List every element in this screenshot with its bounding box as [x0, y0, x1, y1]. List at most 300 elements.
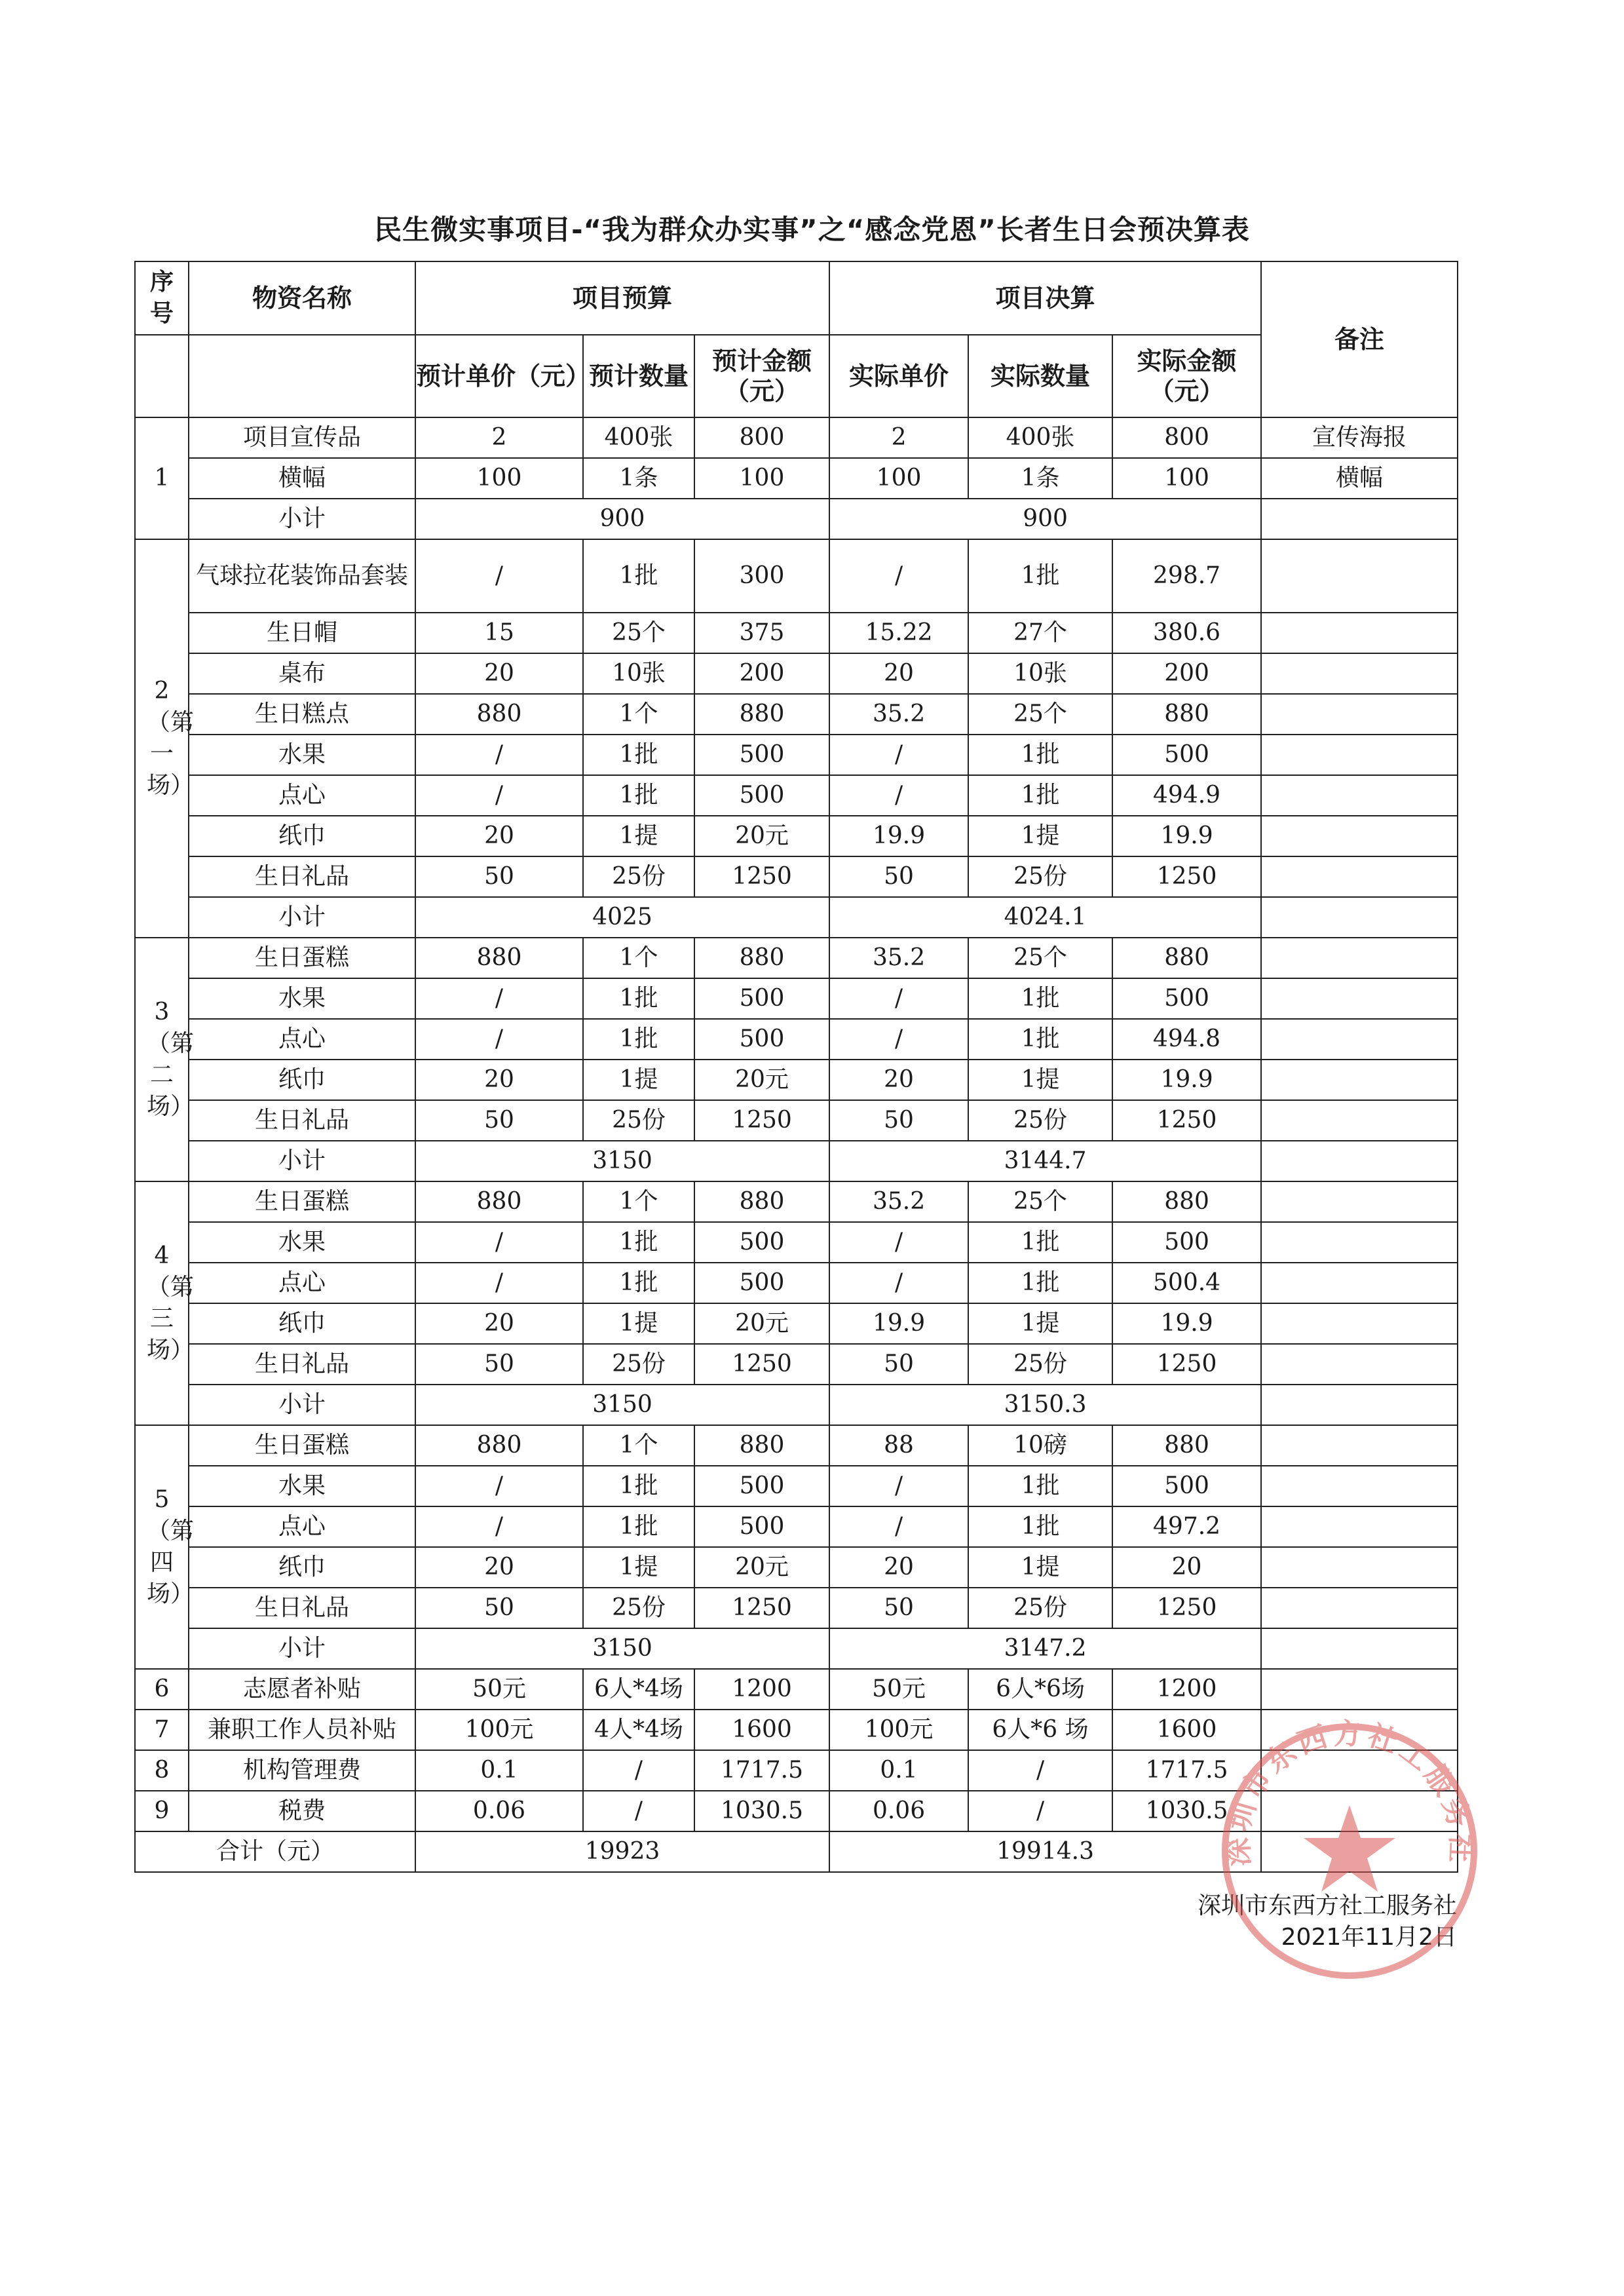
subtotal-remark — [1261, 499, 1458, 539]
cell-est-amount: 1250 — [694, 1344, 829, 1385]
subtotal-row — [135, 1628, 1458, 1669]
cell-remark — [1261, 694, 1458, 735]
table-row — [135, 1100, 1458, 1141]
cell-est-qty: 1批 — [583, 1506, 694, 1547]
cell-item-name: 生日帽 — [189, 613, 415, 653]
cell-act-amount: 1030.5 — [1112, 1791, 1261, 1831]
subtotal-row — [135, 897, 1458, 938]
table-row — [135, 1425, 1458, 1466]
table-row — [135, 417, 1458, 458]
cell-est-price: 20 — [415, 653, 583, 694]
cell-act-amount: 494.9 — [1112, 775, 1261, 816]
cell-remark — [1261, 1263, 1458, 1303]
cell-est-amount: 880 — [694, 694, 829, 735]
cell-act-price: / — [829, 775, 968, 816]
subtotal-actual: 4024.1 — [829, 897, 1261, 938]
cell-act-price: 50 — [829, 856, 968, 897]
cell-est-qty: 25个 — [583, 613, 694, 653]
cell-est-price: / — [415, 1466, 583, 1506]
cell-act-amount: 100 — [1112, 458, 1261, 499]
cell-seq — [135, 417, 189, 539]
cell-act-price: 100 — [829, 458, 968, 499]
cell-act-price: 19.9 — [829, 1303, 968, 1344]
cell-remark: 横幅 — [1261, 458, 1458, 499]
subtotal-budget: 3150 — [415, 1385, 829, 1425]
cell-est-amount: 880 — [694, 1181, 829, 1222]
cell-remark — [1261, 1181, 1458, 1222]
cell-remark — [1261, 613, 1458, 653]
cell-est-price: 880 — [415, 694, 583, 735]
cell-est-amount: 880 — [694, 1425, 829, 1466]
cell-est-qty: 400张 — [583, 417, 694, 458]
cell-est-qty: 25份 — [583, 1588, 694, 1628]
cell-act-qty: 25个 — [968, 694, 1112, 735]
cell-est-price: / — [415, 978, 583, 1019]
cell-remark — [1261, 1100, 1458, 1141]
cell-est-price: 50 — [415, 1588, 583, 1628]
star-icon — [1304, 1805, 1395, 1892]
cell-act-qty: 6人*6场 — [968, 1669, 1112, 1710]
cell-est-amount: 500 — [694, 1466, 829, 1506]
table-row — [135, 1506, 1458, 1547]
cell-act-amount: 500 — [1112, 1222, 1261, 1263]
cell-act-qty: 1批 — [968, 978, 1112, 1019]
cell-est-amount: 1717.5 — [694, 1750, 829, 1791]
cell-item-name: 志愿者补贴 — [189, 1669, 415, 1710]
cell-est-amount: 1200 — [694, 1669, 829, 1710]
cell-act-qty: 1提 — [968, 1303, 1112, 1344]
cell-act-amount: 500 — [1112, 1466, 1261, 1506]
cell-est-qty: / — [583, 1791, 694, 1831]
cell-seq — [135, 938, 195, 1181]
cell-act-amount: 298.7 — [1112, 539, 1261, 613]
cell-act-price: 0.1 — [829, 1750, 968, 1791]
total-actual: 19914.3 — [829, 1831, 1261, 1872]
cell-act-price: / — [829, 1506, 968, 1547]
cell-est-qty: 1个 — [583, 938, 694, 978]
cell-est-price: / — [415, 1506, 583, 1547]
cell-item-name: 纸巾 — [189, 1060, 415, 1100]
cell-act-qty: 25份 — [968, 1588, 1112, 1628]
cell-act-price: / — [829, 1222, 968, 1263]
cell-remark — [1261, 1222, 1458, 1263]
cell-item-name: 兼职工作人员补贴 — [189, 1710, 415, 1750]
table-row — [135, 1263, 1458, 1303]
cell-est-price: / — [415, 735, 583, 775]
cell-est-price: 50 — [415, 856, 583, 897]
cell-act-price: / — [829, 1019, 968, 1060]
cell-item-name: 横幅 — [189, 458, 415, 499]
cell-est-price: 100元 — [415, 1710, 583, 1750]
cell-remark — [1261, 856, 1458, 897]
budget-table — [134, 261, 1458, 1873]
cell-act-amount: 500.4 — [1112, 1263, 1261, 1303]
cell-est-qty: 1批 — [583, 1263, 694, 1303]
cell-act-price: / — [829, 1263, 968, 1303]
cell-act-amount: 880 — [1112, 938, 1261, 978]
table-row — [135, 1588, 1458, 1628]
cell-remark — [1261, 1547, 1458, 1588]
cell-est-amount: 20元 — [694, 816, 829, 856]
table-row — [135, 775, 1458, 816]
cell-est-qty: 1提 — [583, 1060, 694, 1100]
table-row — [135, 1060, 1458, 1100]
cell-remark — [1261, 1344, 1458, 1385]
cell-act-qty: 1批 — [968, 735, 1112, 775]
cell-remark — [1261, 1060, 1458, 1100]
cell-item-name: 水果 — [189, 1466, 415, 1506]
subtotal-row — [135, 1141, 1458, 1181]
cell-est-amount: 1600 — [694, 1710, 829, 1750]
cell-act-price: 20 — [829, 653, 968, 694]
table-row — [135, 1547, 1458, 1588]
cell-est-price: 20 — [415, 1060, 583, 1100]
cell-est-qty: 1批 — [583, 1019, 694, 1060]
subtotal-budget: 900 — [415, 499, 829, 539]
table-row — [135, 539, 1458, 613]
table-row — [135, 856, 1458, 897]
cell-item-name: 点心 — [189, 1263, 415, 1303]
cell-est-qty: 1个 — [583, 1181, 694, 1222]
cell-item-name: 项目宣传品 — [189, 417, 415, 458]
table-row — [135, 938, 1458, 978]
cell-act-amount: 494.8 — [1112, 1019, 1261, 1060]
cell-act-qty: 1提 — [968, 816, 1112, 856]
cell-act-qty: 1提 — [968, 1060, 1112, 1100]
cell-item-name: 税费 — [189, 1791, 415, 1831]
cell-est-amount: 500 — [694, 1506, 829, 1547]
cell-item-name: 水果 — [189, 978, 415, 1019]
cell-act-amount: 380.6 — [1112, 613, 1261, 653]
cell-act-qty: 1条 — [968, 458, 1112, 499]
header-act-qty: 实际数量 — [968, 335, 1112, 417]
header-item-blank — [189, 335, 415, 417]
document-title: 民生微实事项目-“我为群众办实事”之“感念党恩”长者生日会预决算表 — [374, 214, 1250, 246]
cell-act-price: / — [829, 539, 968, 613]
cell-act-qty: 1批 — [968, 1506, 1112, 1547]
cell-act-amount: 1717.5 — [1112, 1750, 1261, 1791]
cell-est-price: 15 — [415, 613, 583, 653]
cell-item-name: 生日礼品 — [189, 1100, 415, 1141]
cell-seq: 7 — [135, 1710, 189, 1750]
cell-est-price: / — [415, 1019, 583, 1060]
cell-est-amount: 500 — [694, 1222, 829, 1263]
table-row — [135, 1222, 1458, 1263]
subtotal-label: 小计 — [189, 499, 415, 539]
cell-remark — [1261, 938, 1458, 978]
cell-act-qty: 25份 — [968, 1344, 1112, 1385]
cell-est-qty: 1个 — [583, 1425, 694, 1466]
header-item: 物资名称 — [189, 261, 415, 335]
cell-est-amount: 1030.5 — [694, 1791, 829, 1831]
header-seq: 序号 — [135, 261, 189, 335]
header-act-price: 实际单价 — [829, 335, 968, 417]
cell-act-qty: 1批 — [968, 1222, 1112, 1263]
cell-act-amount: 500 — [1112, 735, 1261, 775]
subtotal-budget: 4025 — [415, 897, 829, 938]
subtotal-remark — [1261, 897, 1458, 938]
cell-est-price: 20 — [415, 816, 583, 856]
total-label: 合计（元） — [135, 1831, 415, 1872]
cell-act-qty: 1批 — [968, 1466, 1112, 1506]
table-row — [135, 653, 1458, 694]
subtotal-label: 小计 — [189, 897, 415, 938]
cell-act-qty: 10磅 — [968, 1425, 1112, 1466]
cell-est-amount: 1250 — [694, 1588, 829, 1628]
table-row — [135, 1669, 1458, 1710]
cell-act-amount: 497.2 — [1112, 1506, 1261, 1547]
cell-est-amount: 800 — [694, 417, 829, 458]
cell-seq — [135, 1425, 195, 1669]
cell-act-amount: 880 — [1112, 694, 1261, 735]
cell-act-price: 50元 — [829, 1669, 968, 1710]
cell-est-qty: 10张 — [583, 653, 694, 694]
cell-item-name: 点心 — [189, 775, 415, 816]
subtotal-actual: 3150.3 — [829, 1385, 1261, 1425]
cell-est-amount: 200 — [694, 653, 829, 694]
cell-act-qty: 27个 — [968, 613, 1112, 653]
cell-act-amount: 800 — [1112, 417, 1261, 458]
subtotal-budget: 3150 — [415, 1628, 829, 1669]
seq-label: 3（第二场） — [147, 999, 195, 1120]
cell-item-name: 生日礼品 — [189, 1588, 415, 1628]
cell-remark — [1261, 1019, 1458, 1060]
cell-act-qty: 25份 — [968, 1100, 1112, 1141]
cell-remark — [1261, 978, 1458, 1019]
cell-act-qty: 1批 — [968, 1019, 1112, 1060]
subtotal-budget: 3150 — [415, 1141, 829, 1181]
cell-est-price: 880 — [415, 1181, 583, 1222]
cell-act-qty: 1批 — [968, 775, 1112, 816]
subtotal-row — [135, 499, 1458, 539]
cell-remark — [1261, 1303, 1458, 1344]
cell-remark — [1261, 1506, 1458, 1547]
cell-act-qty: / — [968, 1791, 1112, 1831]
cell-act-price: 88 — [829, 1425, 968, 1466]
cell-item-name: 水果 — [189, 735, 415, 775]
cell-act-amount: 19.9 — [1112, 1303, 1261, 1344]
cell-act-amount: 19.9 — [1112, 1060, 1261, 1100]
cell-act-price: 35.2 — [829, 694, 968, 735]
cell-est-qty: 1提 — [583, 816, 694, 856]
cell-est-price: 880 — [415, 1425, 583, 1466]
cell-est-amount: 500 — [694, 1019, 829, 1060]
cell-remark — [1261, 735, 1458, 775]
header-actual: 项目决算 — [829, 261, 1261, 335]
seq-label: 4（第三场） — [147, 1242, 195, 1364]
cell-est-price: 0.1 — [415, 1750, 583, 1791]
cell-remark — [1261, 653, 1458, 694]
total-budget: 19923 — [415, 1831, 829, 1872]
cell-act-qty: 10张 — [968, 653, 1112, 694]
cell-remark — [1261, 1588, 1458, 1628]
cell-act-price: 20 — [829, 1060, 968, 1100]
cell-act-amount: 880 — [1112, 1181, 1261, 1222]
cell-act-price: 35.2 — [829, 938, 968, 978]
cell-item-name: 生日蛋糕 — [189, 1181, 415, 1222]
seal-text: 深圳市东西方社工服务社 — [1221, 1717, 1478, 1867]
cell-act-qty: 6人*6 场 — [968, 1710, 1112, 1750]
table-row — [135, 816, 1458, 856]
cell-item-name: 纸巾 — [189, 1303, 415, 1344]
subtotal-actual: 900 — [829, 499, 1261, 539]
cell-seq — [135, 1181, 195, 1425]
cell-item-name: 生日礼品 — [189, 1344, 415, 1385]
seq-label: 1 — [154, 465, 170, 491]
seq-label: 2（第一场） — [147, 678, 195, 799]
header-est-price: 预计单价（元） — [415, 335, 583, 417]
cell-act-qty: / — [968, 1750, 1112, 1791]
header-budget: 项目预算 — [415, 261, 829, 335]
cell-est-price: / — [415, 539, 583, 613]
cell-est-amount: 880 — [694, 938, 829, 978]
header-seq-blank — [135, 335, 189, 417]
official-seal — [1205, 1707, 1494, 1995]
cell-item-name: 点心 — [189, 1019, 415, 1060]
cell-act-price: 0.06 — [829, 1791, 968, 1831]
cell-est-price: 20 — [415, 1547, 583, 1588]
cell-act-price: 19.9 — [829, 816, 968, 856]
cell-est-qty: 25份 — [583, 1100, 694, 1141]
cell-est-price: 20 — [415, 1303, 583, 1344]
cell-est-qty: 25份 — [583, 1344, 694, 1385]
cell-act-amount: 19.9 — [1112, 816, 1261, 856]
cell-est-amount: 375 — [694, 613, 829, 653]
cell-seq: 6 — [135, 1669, 189, 1710]
cell-remark — [1261, 816, 1458, 856]
cell-est-amount: 500 — [694, 978, 829, 1019]
cell-act-price: 2 — [829, 417, 968, 458]
cell-act-price: 50 — [829, 1100, 968, 1141]
cell-est-amount: 500 — [694, 775, 829, 816]
cell-remark — [1261, 1466, 1458, 1506]
cell-est-qty: 1批 — [583, 1466, 694, 1506]
cell-est-amount: 20元 — [694, 1547, 829, 1588]
cell-act-qty: 1批 — [968, 539, 1112, 613]
cell-act-amount: 1250 — [1112, 1588, 1261, 1628]
table-row — [135, 1181, 1458, 1222]
cell-est-price: 50 — [415, 1100, 583, 1141]
cell-item-name: 生日礼品 — [189, 856, 415, 897]
table-row — [135, 1344, 1458, 1385]
cell-est-price: / — [415, 775, 583, 816]
cell-item-name: 机构管理费 — [189, 1750, 415, 1791]
cell-act-qty: 25个 — [968, 938, 1112, 978]
cell-est-qty: / — [583, 1750, 694, 1791]
cell-act-price: 50 — [829, 1344, 968, 1385]
cell-item-name: 桌布 — [189, 653, 415, 694]
cell-remark — [1261, 775, 1458, 816]
subtotal-label: 小计 — [189, 1385, 415, 1425]
cell-seq: 9 — [135, 1791, 189, 1831]
cell-est-qty: 1提 — [583, 1547, 694, 1588]
cell-act-amount: 1250 — [1112, 1344, 1261, 1385]
cell-act-amount: 200 — [1112, 653, 1261, 694]
cell-est-amount: 20元 — [694, 1060, 829, 1100]
cell-item-name: 纸巾 — [189, 1547, 415, 1588]
signature-org: 深圳市东西方社工服务社 — [1197, 1892, 1457, 1919]
cell-remark — [1261, 539, 1458, 613]
cell-est-price: 880 — [415, 938, 583, 978]
cell-est-amount: 500 — [694, 735, 829, 775]
cell-est-price: 2 — [415, 417, 583, 458]
cell-est-qty: 4人*4场 — [583, 1710, 694, 1750]
cell-est-qty: 1批 — [583, 1222, 694, 1263]
cell-est-price: 100 — [415, 458, 583, 499]
subtotal-row — [135, 1385, 1458, 1425]
cell-act-price: 20 — [829, 1547, 968, 1588]
subtotal-actual: 3147.2 — [829, 1628, 1261, 1669]
subtotal-actual: 3144.7 — [829, 1141, 1261, 1181]
table-row — [135, 1019, 1458, 1060]
subtotal-remark — [1261, 1385, 1458, 1425]
cell-est-qty: 1批 — [583, 539, 694, 613]
cell-item-name: 气球拉花装饰品套装 — [189, 539, 415, 613]
subtotal-label: 小计 — [189, 1141, 415, 1181]
header-est-amount: 预计金额（元） — [694, 335, 829, 417]
table-row — [135, 458, 1458, 499]
table-row — [135, 1303, 1458, 1344]
cell-remark — [1261, 1669, 1458, 1710]
cell-est-amount: 100 — [694, 458, 829, 499]
table-row — [135, 613, 1458, 653]
cell-est-amount: 500 — [694, 1263, 829, 1303]
cell-item-name: 生日蛋糕 — [189, 938, 415, 978]
subtotal-label: 小计 — [189, 1628, 415, 1669]
cell-act-amount: 1600 — [1112, 1710, 1261, 1750]
cell-remark: 宣传海报 — [1261, 417, 1458, 458]
subtotal-remark — [1261, 1628, 1458, 1669]
table-row — [135, 735, 1458, 775]
cell-item-name: 生日蛋糕 — [189, 1425, 415, 1466]
cell-est-amount: 1250 — [694, 1100, 829, 1141]
table-row — [135, 694, 1458, 735]
header-act-amount: 实际金额（元） — [1112, 335, 1261, 417]
cell-est-qty: 6人*4场 — [583, 1669, 694, 1710]
cell-act-price: / — [829, 978, 968, 1019]
cell-item-name: 点心 — [189, 1506, 415, 1547]
header-est-qty: 预计数量 — [583, 335, 694, 417]
cell-est-amount: 1250 — [694, 856, 829, 897]
cell-act-qty: 1批 — [968, 1263, 1112, 1303]
cell-item-name: 纸巾 — [189, 816, 415, 856]
cell-est-qty: 25份 — [583, 856, 694, 897]
cell-act-amount: 1250 — [1112, 856, 1261, 897]
cell-est-price: / — [415, 1222, 583, 1263]
cell-act-amount: 20 — [1112, 1547, 1261, 1588]
cell-act-price: / — [829, 1466, 968, 1506]
cell-est-qty: 1条 — [583, 458, 694, 499]
cell-est-qty: 1批 — [583, 775, 694, 816]
cell-est-amount: 20元 — [694, 1303, 829, 1344]
cell-act-qty: 400张 — [968, 417, 1112, 458]
cell-act-price: / — [829, 735, 968, 775]
table-body — [135, 417, 1458, 1872]
cell-act-price: 50 — [829, 1588, 968, 1628]
cell-seq: 8 — [135, 1750, 189, 1791]
cell-seq — [135, 539, 195, 938]
cell-est-price: / — [415, 1263, 583, 1303]
cell-item-name: 生日糕点 — [189, 694, 415, 735]
header-remark: 备注 — [1261, 261, 1458, 417]
cell-est-qty: 1批 — [583, 735, 694, 775]
cell-act-amount: 500 — [1112, 978, 1261, 1019]
cell-est-qty: 1个 — [583, 694, 694, 735]
cell-est-price: 50 — [415, 1344, 583, 1385]
cell-act-qty: 25份 — [968, 856, 1112, 897]
cell-act-qty: 25个 — [968, 1181, 1112, 1222]
cell-item-name: 水果 — [189, 1222, 415, 1263]
